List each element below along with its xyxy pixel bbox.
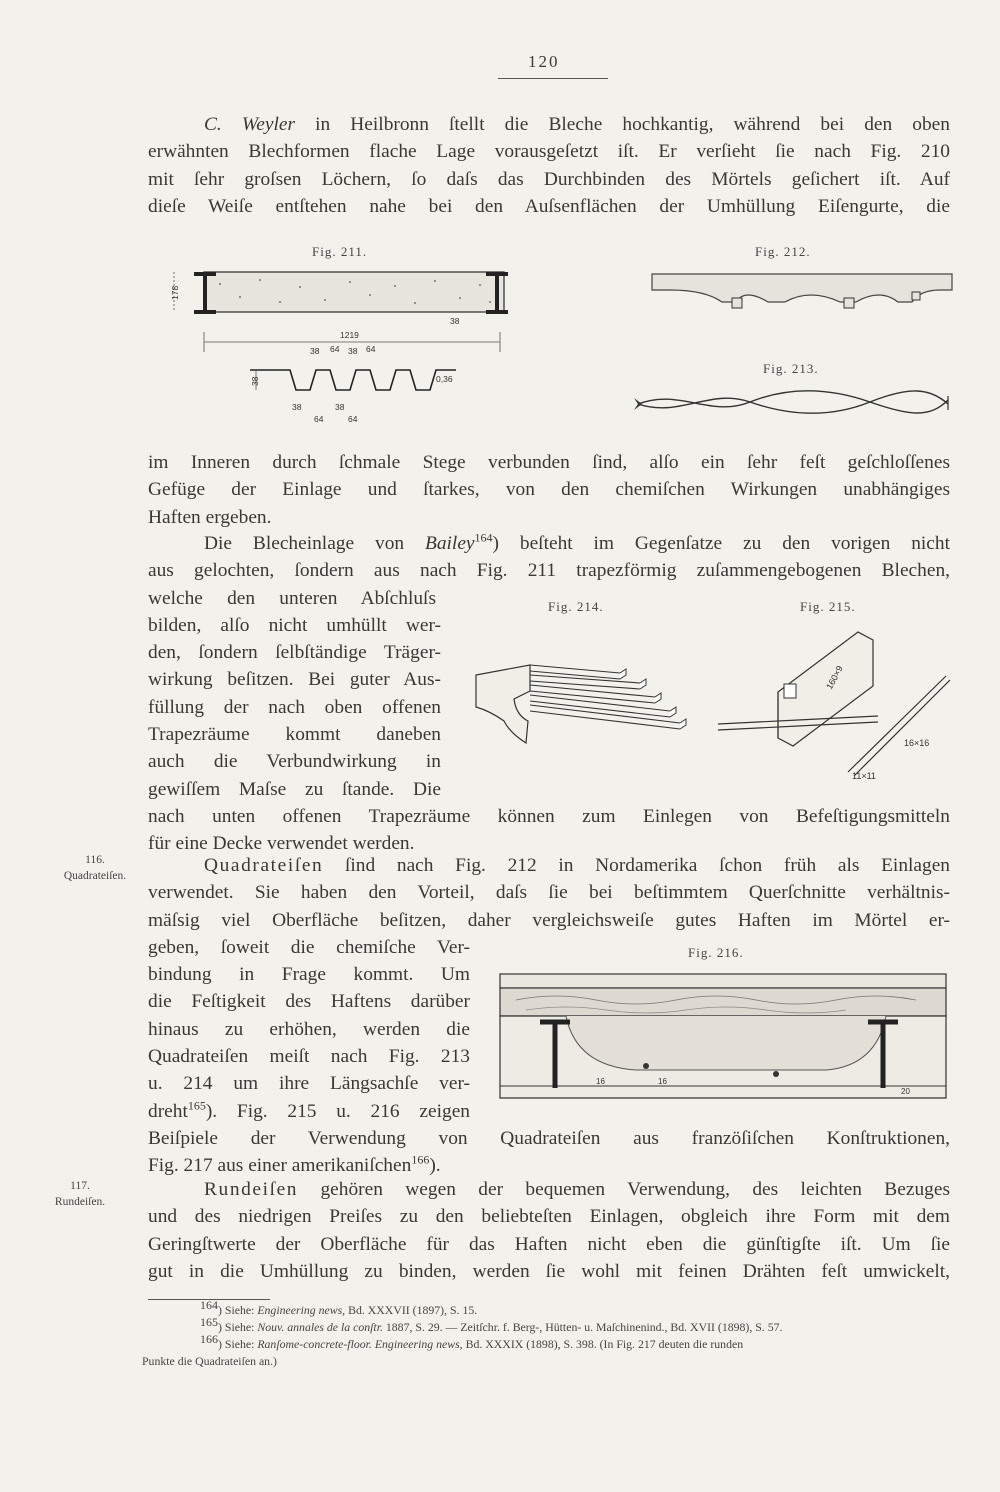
text-fragment: dreht (148, 1100, 188, 1122)
text-line: wirkung beſitzen. Bei guter Aus- (148, 669, 441, 691)
dim-label: 38 (450, 316, 460, 326)
section-term: Rundeiſen (204, 1179, 299, 1200)
margin-note-title: Quadrateiſen. (63, 870, 127, 882)
footnote-ref: 166 (411, 1152, 430, 1167)
text-line: mäſsig viel Oberfläche beſitzen, daher vergleichsweiſe gutes Haften im Mörtel er- (148, 909, 950, 931)
text-fragment: in Heilbronn ſtellt die Bleche hochkantig, während bei den oben (295, 114, 950, 135)
footnote-pre: Siehe: (224, 1320, 258, 1334)
footnote-ref: 164 (474, 530, 493, 545)
text-fragment: ). (429, 1155, 441, 1177)
footnote-title: Engineering news, (257, 1303, 346, 1317)
text-line (148, 852, 950, 879)
section-term: Quadrateiſen (204, 855, 324, 876)
fig213-drawing (630, 388, 955, 418)
page-number: 120 (528, 52, 560, 71)
footnotes (142, 1298, 950, 1370)
dim-label: 64 (348, 414, 358, 424)
text-line: und des niedrigen Preiſes zu den beliebteſten Einlagen, obgleich ihre Form mit dem (148, 1206, 950, 1228)
text-line: Trapezräume kommt daneben (148, 724, 441, 746)
dim-label: 16×16 (904, 738, 930, 748)
text-line: Quadrateiſen meiſt nach Fig. 213 (148, 1046, 470, 1068)
text-line: welche den unteren Abſchluſs (148, 587, 436, 609)
footnote-pre: Siehe: (224, 1303, 258, 1317)
dim-label: 38 (335, 402, 345, 412)
text-line: Gefüge der Einlage und ſtarkes, von den chemiſchen Wirkungen unabhängiges (148, 479, 950, 501)
footnote-continuation: Punkte die Quadrateiſen an.) (142, 1354, 277, 1368)
text-line: nach unten offenen Trapezräume können zum Einlegen von Befeſtigungsmitteln (148, 805, 950, 827)
margin-note-116 (40, 852, 150, 884)
text-line: verwendet. Sie haben den Vorteil, daſs ſie bei beſtimmtem Querſchnitte verhältnis- (148, 882, 950, 904)
text-fragment: ). Fig. 215 u. 216 zeigen (205, 1100, 470, 1122)
fig212-drawing (650, 268, 955, 318)
text-fragment: gehören wegen der bequemen Verwendung, des leichten Bezuges (298, 1179, 950, 1200)
margin-note-number: 117. (70, 1180, 90, 1192)
text-line: den, ſondern ſelbſtändige Träger- (148, 642, 441, 664)
fig211-drawing (160, 262, 540, 432)
dim-label: 38 (250, 376, 260, 386)
footnote-164: $^{164}$) Siehe: Engineering news, Bd. XXXVII (1897), S. 15. (200, 1298, 478, 1317)
dim-label: 38 (292, 402, 302, 412)
footnote-title: Nouv. annales de la conſtr. (257, 1320, 383, 1334)
paragraph-weyler (148, 111, 950, 220)
text-line (148, 1098, 470, 1125)
dim-label: 64 (330, 344, 340, 354)
footnote-number: 166 (200, 1332, 218, 1347)
margin-note-number: 116. (85, 854, 105, 866)
text-line: erwähnten Blechformen flache Lage vorausgeſetzt iſt. Er verſieht ſie nach Fig. 210 (148, 141, 950, 163)
footnote-rest: Bd. XXXVII (1897), S. 15. (345, 1303, 478, 1317)
fig211-caption: Fig. 211. (312, 244, 368, 259)
text-line: im Inneren durch ſchmale Stege verbunden ſind, alſo ein ſehr feſt geſchloſſenes (148, 452, 950, 473)
dim-label: 38 (310, 346, 320, 356)
text-line: geben, ſoweit die chemiſche Ver- (148, 936, 470, 958)
footnote-rest: 1887, S. 29. — Zeitſchr. f. Berg-, Hütten- u. Maſchinenind., Bd. XVII (1898), S. 57. (382, 1320, 783, 1334)
text-line: füllung der nach oben offenen (148, 696, 441, 718)
author-name: Bailey (425, 533, 475, 554)
dim-label: 38 (348, 346, 358, 356)
dim-label: 64 (366, 344, 376, 354)
text-line: auch die Verbundwirkung in (148, 751, 441, 773)
fig215-caption: Fig. 215. (800, 599, 856, 614)
fig214-drawing (470, 625, 695, 755)
text-line: dieſe Weiſe entſtehen nahe bei den Auſsenflächen der Umhüllung Eiſengurte, die (148, 195, 950, 217)
dim-label: 11×11 (852, 771, 876, 781)
fig216-caption: Fig. 216. (688, 945, 744, 960)
text-line: hinaus zu erhöhen, werden die (148, 1018, 470, 1040)
dim-label: 0,36 (436, 374, 453, 384)
text-line: Haften ergeben. (148, 506, 272, 528)
author-name: C. Weyler (204, 114, 296, 135)
dim-label: 1219 (340, 330, 359, 340)
text-line: Geringſtwerte der Oberfläche für das Haften nicht eben die günſtigſte iſt. Um ſie (148, 1233, 950, 1255)
text-line: die Feſtigkeit des Haftens darüber (148, 991, 470, 1013)
fig213-caption: Fig. 213. (763, 361, 819, 376)
text-line: bilden, alſo nicht umhüllt wer- (148, 614, 441, 636)
dim-label: 64 (314, 414, 324, 424)
text-line: mit ſehr groſsen Löchern, ſo daſs das Durchbinden des Mörtels geſichert iſt. Auf (148, 168, 950, 190)
text-line: aus gelochten, ſondern aus nach Fig. 211 trapezförmig zuſammengebogenen Blechen, (148, 560, 950, 582)
footnote-165: $^{165}$) Siehe: Nouv. annales de la conſtr. 1887, S. 29. — Zeitſchr. f. Berg-, Hütten- u. Maſchinenind., Bd. XVII (1898), S. 57. (200, 1315, 783, 1334)
dim-label: 20 (901, 1087, 910, 1096)
margin-note-117 (30, 1178, 130, 1210)
text-line: für eine Decke verwendet werden. (148, 833, 415, 855)
dim-label: 16 (658, 1077, 667, 1086)
fig214-caption: Fig. 214. (548, 599, 604, 614)
text-fragment: Die Blecheinlage von (204, 533, 425, 554)
text-fragment: ) beſteht im Gegenſatze zu den vorigen nicht (492, 533, 951, 554)
text-line: bindung in Frage kommt. Um (148, 964, 470, 986)
text-line (148, 111, 950, 138)
header-rule (498, 78, 608, 79)
dim-label: 160×9 (824, 663, 845, 691)
text-line: gut in die Umhüllung zu binden, werden ſie wohl mit feinen Drähten feſt umwickelt, (148, 1260, 950, 1282)
text-line: u. 214 um ihre Längsachſe ver- (148, 1073, 470, 1095)
margin-note-title: Rundeiſen. (54, 1196, 106, 1208)
footnote-number: 165 (200, 1315, 218, 1330)
footnote-rest: Bd. XXXIX (1898), S. 398. (In Fig. 217 deuten die runden (462, 1337, 744, 1351)
footnote-number: 164 (200, 1298, 218, 1313)
footnote-title: Ranſome-concrete-floor. Engineering news, (257, 1337, 463, 1351)
paragraph-continuation (148, 449, 950, 531)
text-fragment: Fig. 217 aus einer amerikaniſchen (148, 1155, 412, 1177)
footnote-ref: 165 (187, 1098, 206, 1113)
paragraph-rundeisen (148, 1176, 950, 1285)
footnote-166: $^{166}$) Siehe: Ranſome-concrete-floor. Engineering news, Bd. XXXIX (1898), S. 398. (In Fig. 217 deuten die runden (200, 1332, 744, 1351)
text-line: Beiſpiele der Verwendung von Quadrateiſen aus franzöſiſchen Konſtruktionen, (148, 1127, 950, 1149)
text-line (148, 530, 950, 557)
text-line (148, 1176, 950, 1203)
text-line: gewiſſem Maſse zu ſtande. Die (148, 778, 441, 800)
dim-label: 16 (596, 1077, 605, 1086)
footnote-pre: Siehe: (224, 1337, 258, 1351)
text-fragment: ſind nach Fig. 212 in Nordamerika ſchon früh als Einlagen (323, 855, 950, 876)
fig216-drawing (496, 970, 951, 1105)
dim-label: 178 (170, 285, 180, 300)
fig212-caption: Fig. 212. (755, 244, 811, 259)
fig215-drawing (718, 622, 963, 782)
